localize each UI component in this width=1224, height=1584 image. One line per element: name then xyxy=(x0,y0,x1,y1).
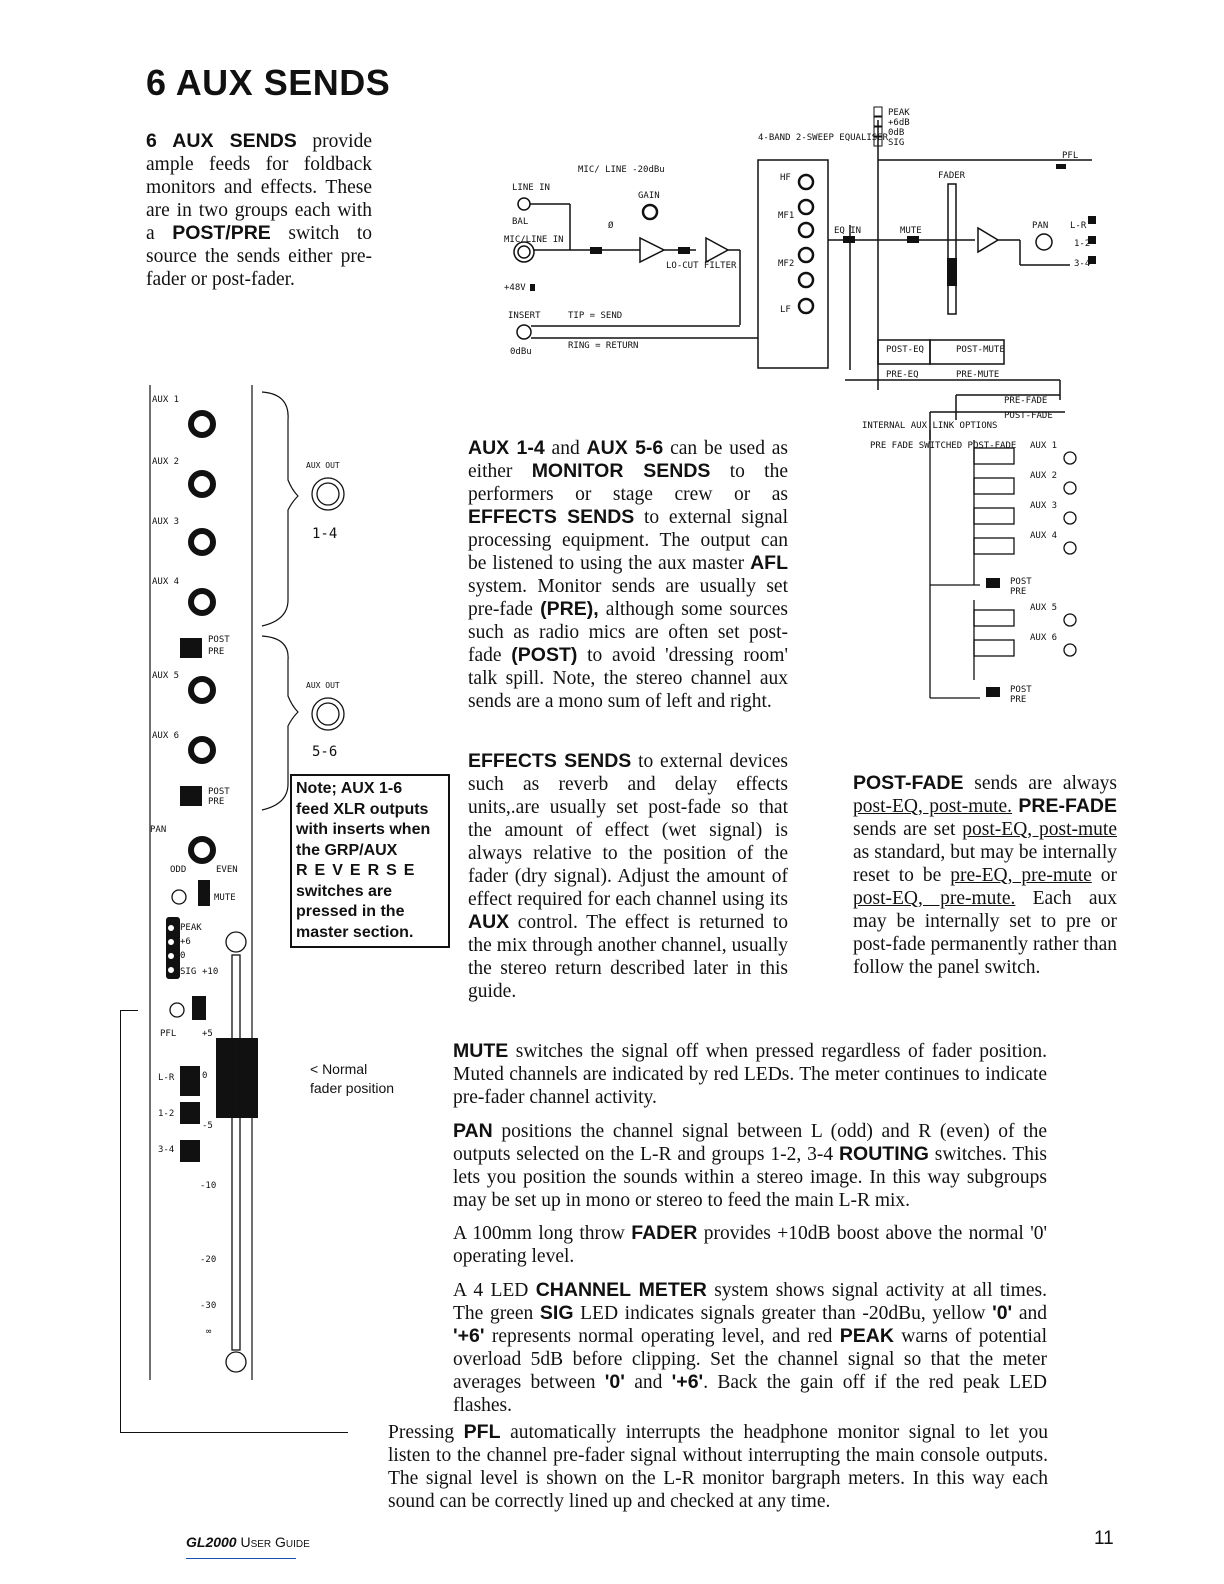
fader-track-icon xyxy=(232,955,240,1350)
strip-peak-label: PEAK xyxy=(180,923,202,933)
post-eq-label: POST-EQ xyxy=(886,345,924,355)
page-number: 11 xyxy=(1094,1528,1114,1549)
route-12: 1-2 xyxy=(1074,239,1091,249)
meter-text-5: represents normal operating level, and red xyxy=(484,1326,840,1347)
aux6-knob-icon xyxy=(191,739,213,761)
strip-aux-4: AUX 4 xyxy=(152,577,180,587)
aux-text-2: can be used as either xyxy=(468,438,789,482)
aux-text-4: to external signal processing equipment. The output can be listened to using the aux master xyxy=(468,507,789,574)
aux-text-7: to avoid 'dressing room' talk spill. Note, the stereo channel aux sends are a mono sum of left and right. xyxy=(468,645,788,712)
link-aux-2: AUX 2 xyxy=(1030,471,1058,481)
scale-0: 0 xyxy=(202,1071,208,1081)
intro-paragraph xyxy=(146,130,372,291)
kw-zero: '0' xyxy=(992,1302,1013,1324)
mute-paragraph xyxy=(453,1040,1047,1109)
aux5-knob-icon xyxy=(191,679,213,701)
post-pre-56-switch-icon xyxy=(180,786,202,806)
strip-plus6-label: +6 xyxy=(180,937,191,947)
postfade-text-4: as standard, but may be internally reset to be xyxy=(853,842,1117,886)
kw-mute: MUTE xyxy=(453,1040,509,1062)
strip-g12-label: 1-2 xyxy=(158,1109,175,1119)
note-line-1: Note; AUX 1-6 xyxy=(296,780,403,797)
aux-usage-paragraph xyxy=(468,437,788,713)
gain-label: GAIN xyxy=(638,191,660,201)
strip-pre-2: PRE xyxy=(208,797,225,807)
link-aux-1: AUX 1 xyxy=(1030,441,1058,451)
fader-text-1: A 100mm long throw xyxy=(453,1223,632,1244)
postfade-text-1: sends are always xyxy=(963,773,1117,794)
post-fade-paragraph xyxy=(853,772,1117,979)
pan-text-2: switches. This lets you position the sounds within a stereo image. In this way subgroups may be set up in mono or stereo to feed the main L-R mix. xyxy=(453,1144,1047,1211)
pfl-label: PFL xyxy=(1062,151,1079,161)
postfade-text-5: or xyxy=(1091,865,1117,886)
kw-zero-2: '0' xyxy=(604,1371,625,1393)
strip-aux-6: AUX 6 xyxy=(152,731,180,741)
footer-title xyxy=(186,1534,310,1550)
meter-text-3: LED indicates signals greater than -20dBu, yellow xyxy=(573,1303,993,1324)
note-line-5: REVERSE xyxy=(296,862,422,879)
strip-zero-label: 0 xyxy=(180,951,186,961)
meter-paragraph xyxy=(453,1279,1047,1417)
meter-label-peak: PEAK xyxy=(888,108,910,118)
normal-fader-line-2: fader position xyxy=(310,1080,395,1096)
strip-post-2: POST xyxy=(208,787,230,797)
aux3-knob-icon xyxy=(191,531,213,553)
bal-label: BAL xyxy=(512,217,529,227)
pfl-divider xyxy=(120,1432,348,1433)
kw-pre-fade: PRE-FADE xyxy=(1018,795,1117,817)
link-aux-3: AUX 3 xyxy=(1030,501,1058,511)
eq-band-mf1: MF1 xyxy=(778,211,795,221)
post-mute-label: POST-MUTE xyxy=(956,345,1005,355)
intro-text-1: provide ample feeds for foldback monitors and effects. These are in two groups each with a xyxy=(146,131,372,244)
kw-pan: PAN xyxy=(453,1120,493,1142)
g34-switch-icon xyxy=(180,1140,200,1162)
aux-link-diagram xyxy=(870,430,1100,715)
line-in-label: LINE IN xyxy=(512,183,550,193)
kw-channel-meter: CHANNEL METER xyxy=(535,1279,707,1301)
postfade-underline-1: post-EQ, post-mute. xyxy=(853,796,1013,817)
kw-aux-14: AUX 1-4 xyxy=(468,437,545,459)
scale-infinity: ∞ xyxy=(206,1327,212,1337)
aux-text-3: to the performers or stage crew or as xyxy=(468,461,789,505)
aux2-knob-icon xyxy=(191,473,213,495)
phantom-label: +48V xyxy=(504,283,526,293)
intro-text-2: switch to source the sends either pre-fader or post-fader. xyxy=(146,223,372,290)
fader-text-2: provides +10dB boost above the normal '0' operating level. xyxy=(453,1223,1047,1267)
link-post-14: POST xyxy=(1010,577,1032,587)
note-line-4: the GRP/AUX xyxy=(296,841,398,859)
footer-product: GL2000 xyxy=(186,1534,237,1550)
eq-band-hf: HF xyxy=(780,173,791,183)
phase-label: Ø xyxy=(608,221,614,231)
fader-screw-top-icon xyxy=(226,932,246,952)
note-line-2: feed XLR outputs xyxy=(296,800,429,818)
aux-out-56-label: 5-6 xyxy=(312,744,338,760)
post-pre-14-switch-icon xyxy=(180,638,202,658)
pfl-text-1: Pressing xyxy=(388,1422,464,1443)
kw-monitor-sends: MONITOR SENDS xyxy=(531,460,711,482)
aux-out-label-1: AUX OUT xyxy=(306,461,340,470)
effects-sends-paragraph xyxy=(468,750,788,1003)
strip-lr-label: L-R xyxy=(158,1073,175,1083)
strip-aux-3: AUX 3 xyxy=(152,517,180,527)
aux-text-6: although some sources such as radio mics are often set post-fade xyxy=(468,599,788,666)
scale-plus5: +5 xyxy=(202,1029,213,1039)
mic-line-in-label: MIC/LINE IN xyxy=(504,235,564,245)
kw-effects-sends: EFFECTS SENDS xyxy=(468,506,635,528)
pan-knob-icon xyxy=(191,839,213,861)
insert-level-label: 0dBu xyxy=(510,347,532,357)
kw-afl: AFL xyxy=(750,552,788,574)
postfade-text-3: sends are set xyxy=(853,819,963,840)
meter-label-6db: +6dB xyxy=(888,118,910,128)
pfl-text-2: automatically interrupts the headphone monitor signal to let you listen to the channel pre-fader signal without interrupting the main console outputs. The signal level is shown on the L-R monitor bargraph meters. In this way each sound can be correctly lined up and checked at any time. xyxy=(388,1422,1048,1512)
meter-text-2: system shows signal activity at all times. The green xyxy=(453,1280,1047,1324)
scale-minus5: -5 xyxy=(202,1121,213,1131)
mic-line-label: MIC/ LINE -20dBu xyxy=(578,165,665,175)
link-aux-6: AUX 6 xyxy=(1030,633,1058,643)
kw-aux: AUX xyxy=(468,911,510,933)
fader-paragraph xyxy=(453,1222,1047,1268)
aux1-knob-icon xyxy=(191,413,213,435)
scale-minus10: -10 xyxy=(200,1181,217,1191)
kw-post-pre: POST/PRE xyxy=(172,222,271,244)
pfl-paragraph xyxy=(388,1421,1048,1513)
meter-text-1: A 4 LED xyxy=(453,1280,536,1301)
postfade-underline-3: pre-EQ, pre-mute xyxy=(950,865,1092,886)
fader-label: FADER xyxy=(938,171,966,181)
eq-in-label: EQ IN xyxy=(834,226,862,236)
strip-pan-label: PAN xyxy=(150,825,167,835)
link-post-56: POST xyxy=(1010,685,1032,695)
strip-sig-label: SIG xyxy=(180,967,197,977)
link-aux-5: AUX 5 xyxy=(1030,603,1058,613)
strip-even-label: EVEN xyxy=(216,865,238,875)
aux-text-1: and xyxy=(544,438,587,459)
normal-fader-line-1: < Normal xyxy=(310,1061,368,1077)
note-line-6: switches are xyxy=(296,882,393,900)
aux4-knob-icon xyxy=(191,591,213,613)
postfade-underline-2: post-EQ, post-mute xyxy=(962,819,1117,840)
pre-fade-label: PRE-FADE xyxy=(1004,396,1048,406)
pre-mute-label: PRE-MUTE xyxy=(956,370,1000,380)
scale-minus30: -30 xyxy=(200,1301,217,1311)
lo-cut-label: LO-CUT FILTER xyxy=(666,261,737,271)
strip-mute-label: MUTE xyxy=(214,893,236,903)
strip-odd-label: ODD xyxy=(170,865,187,875)
pfl-switch-icon xyxy=(192,996,206,1020)
link-pre-56: PRE xyxy=(1010,695,1027,705)
pan-text-1: positions the channel signal between L (odd) and R (even) of the outputs selected on the L-R and groups 1-2, 3-4 xyxy=(453,1121,1047,1165)
meter-text-8: . Back the gain off if the red peak LED flashes. xyxy=(453,1372,1047,1416)
link-pre-14: PRE xyxy=(1010,587,1027,597)
mute-led-icon xyxy=(172,890,186,904)
link-aux-4: AUX 4 xyxy=(1030,531,1058,541)
note-box xyxy=(290,774,450,948)
fader-screw-bottom-icon xyxy=(226,1352,246,1372)
tip-send-label: TIP = SEND xyxy=(568,311,623,321)
strip-pfl-label: PFL xyxy=(160,1029,177,1039)
kw-post: (POST) xyxy=(511,644,578,666)
kw-effects-sends-2: EFFECTS SENDS xyxy=(468,750,632,772)
eq-band-lf: LF xyxy=(780,305,791,315)
strip-aux-1: AUX 1 xyxy=(152,395,180,405)
pan-label: PAN xyxy=(1032,221,1049,231)
pfl-led-icon xyxy=(170,1003,184,1017)
meter-text-6: warns of potential overload 5dB before clipping. Set the channel signal so that the meter averages between xyxy=(453,1326,1048,1393)
eq-band-mf2: MF2 xyxy=(778,259,795,269)
note-line-7: pressed in the xyxy=(296,903,405,920)
aux-text-5: system. Monitor sends are usually set pre-fade xyxy=(468,576,788,620)
meter-label-sig: SIG xyxy=(888,138,905,148)
effects-text-2: control. The effect is returned to the mix through another channel, usually the stereo return described later in this guide. xyxy=(468,912,788,1002)
strip-g34-label: 3-4 xyxy=(158,1145,175,1155)
page-title: 6 AUX SENDS xyxy=(146,62,391,103)
g12-switch-icon xyxy=(180,1102,200,1124)
kw-peak: PEAK xyxy=(839,1325,894,1347)
kw-post-fade: POST-FADE xyxy=(853,772,964,794)
route-34: 3-4 xyxy=(1074,259,1091,269)
aux-out-14-label: 1-4 xyxy=(312,526,338,542)
effects-text-1: to external devices such as reverb and delay effects units,.are usually set post-fade so that the amount of effect (wet signal) is always relative to the position of the fader (dry signal). Adjust the amount of effect required for each channel using its xyxy=(468,751,788,910)
strip-aux-5: AUX 5 xyxy=(152,671,180,681)
postfade-text-6: Each aux may be internally set to pre or post-fade permanently rather than follow the panel switch. xyxy=(853,888,1117,978)
mute-switch-icon xyxy=(198,880,210,906)
meter-text-4: and xyxy=(1012,1303,1047,1324)
channel-block-diagram xyxy=(500,100,1100,480)
kw-aux-sends: 6 AUX SENDS xyxy=(146,130,297,152)
scale-minus20: -20 xyxy=(200,1255,217,1265)
eq-title: 4-BAND 2-SWEEP EQUALISER xyxy=(758,133,889,143)
kw-pfl: PFL xyxy=(463,1421,501,1443)
scale-plus10: +10 xyxy=(202,967,219,977)
fader-cap-icon xyxy=(216,1038,258,1118)
kw-plus6: '+6' xyxy=(453,1325,485,1347)
strip-pre-1: PRE xyxy=(208,647,225,657)
route-lr: L-R xyxy=(1070,221,1087,231)
kw-sig: SIG xyxy=(539,1302,574,1324)
pfl-bracket xyxy=(120,1010,121,1432)
internal-link-label: INTERNAL AUX LINK OPTIONS xyxy=(862,421,998,431)
normal-fader-label xyxy=(310,1060,394,1098)
strip-post-1: POST xyxy=(208,635,230,645)
insert-label: INSERT xyxy=(508,311,541,321)
kw-pre: (PRE), xyxy=(540,598,599,620)
kw-aux-56: AUX 5-6 xyxy=(586,437,664,459)
kw-plus6-2: '+6' xyxy=(671,1371,704,1393)
footer-guide: User Guide xyxy=(240,1534,310,1550)
footer-rule xyxy=(186,1558,296,1559)
pfl-arrow xyxy=(120,1010,138,1011)
aux-out-label-2: AUX OUT xyxy=(306,681,340,690)
postfade-underline-4: post-EQ, pre-mute. xyxy=(853,888,1016,909)
lr-switch-icon xyxy=(180,1066,200,1096)
prefade-switched-label: PRE FADE SWITCHED POST-FADE xyxy=(870,441,1017,451)
pre-eq-label: PRE-EQ xyxy=(886,370,919,380)
post-fade-label: POST-FADE xyxy=(1004,411,1053,421)
meter-label-0db: 0dB xyxy=(888,128,905,138)
kw-routing: ROUTING xyxy=(838,1143,929,1165)
kw-fader: FADER xyxy=(631,1222,698,1244)
note-line-3: with inserts when xyxy=(296,821,431,838)
meter-text-7: and xyxy=(624,1372,672,1393)
pan-paragraph xyxy=(453,1120,1047,1212)
strip-aux-2: AUX 2 xyxy=(152,457,180,467)
mute-text: switches the signal off when pressed regardless of fader position. Muted channels are indicated by red LEDs. The meter continues to indicate pre-fader channel activity. xyxy=(453,1041,1047,1108)
mute-label: MUTE xyxy=(900,226,922,236)
ring-return-label: RING = RETURN xyxy=(568,341,639,351)
note-line-8: master section. xyxy=(296,923,414,941)
